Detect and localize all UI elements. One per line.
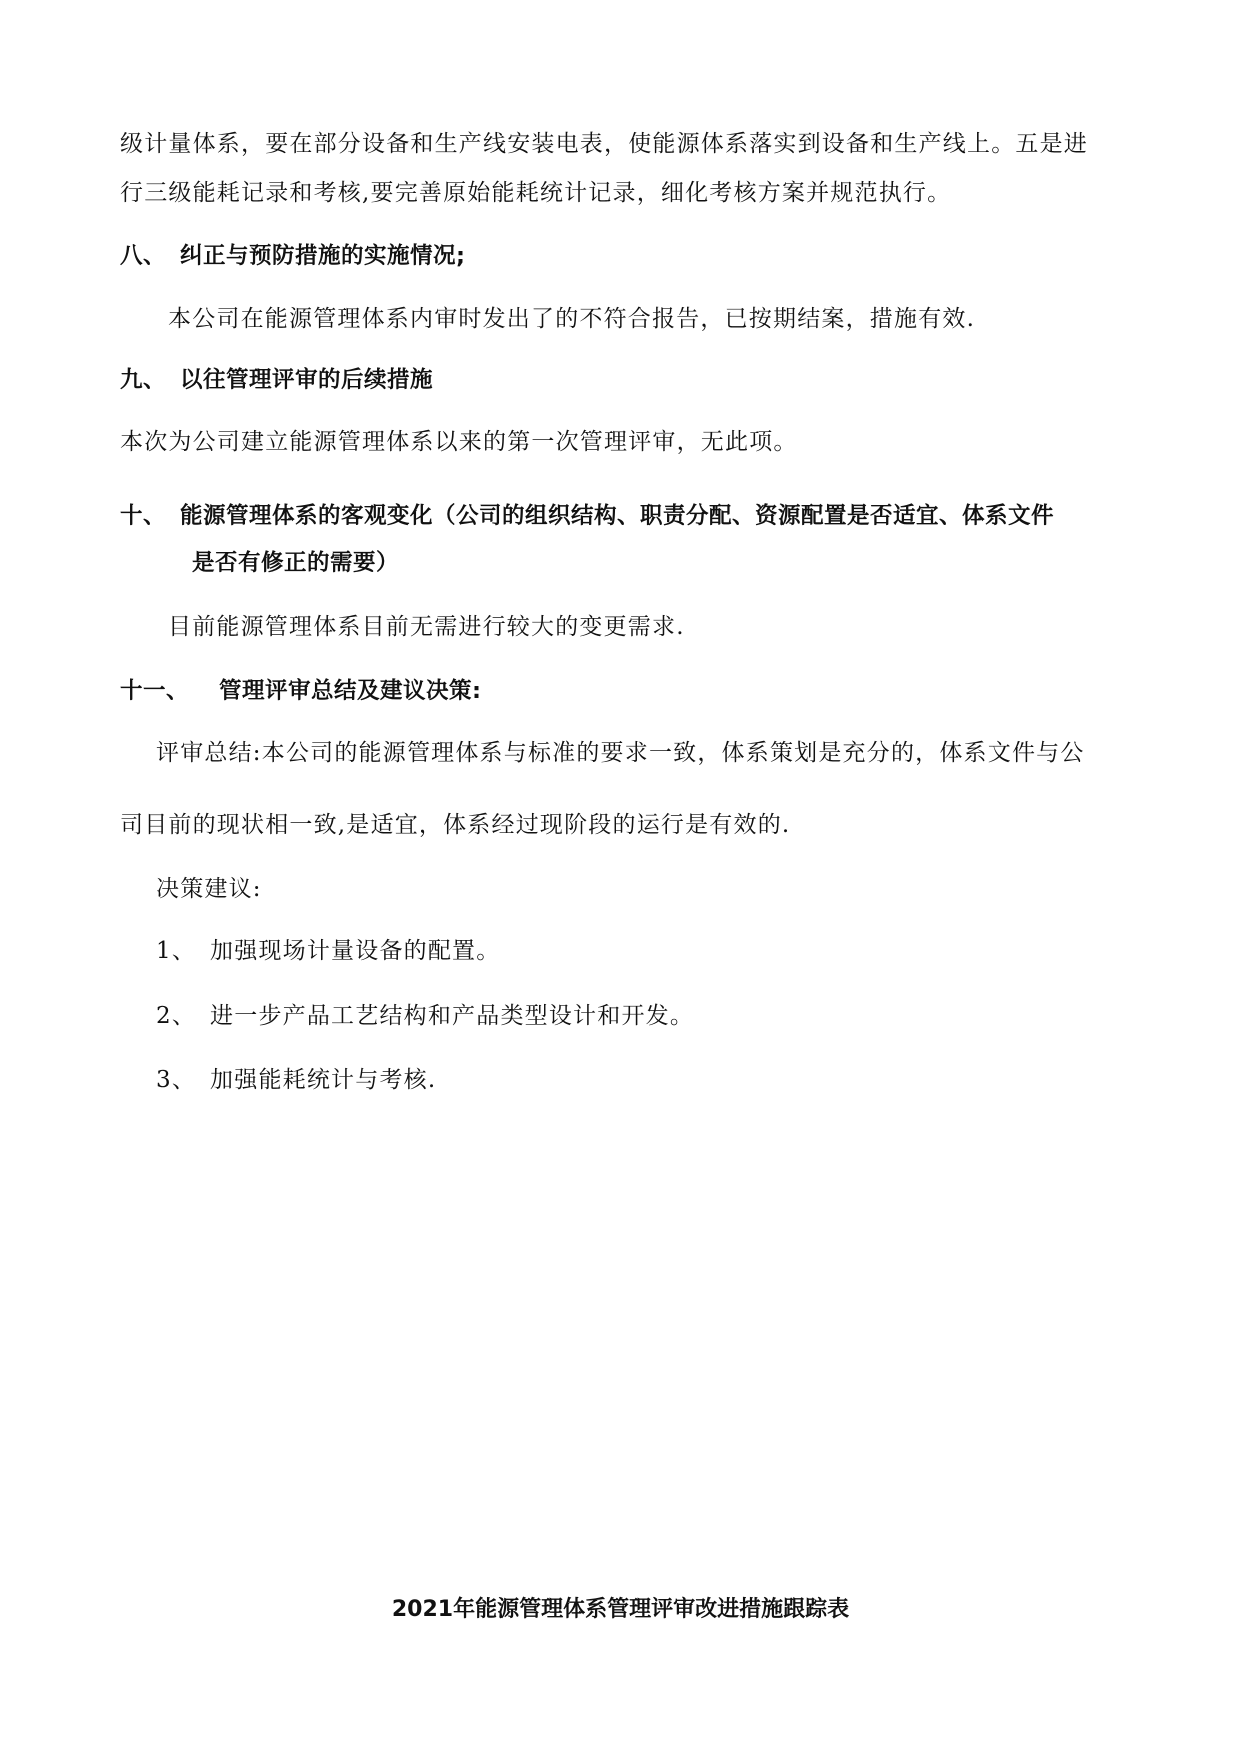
section-9-heading [120, 364, 433, 396]
section-8-body: 本公司在能源管理体系内审时发出了的不符合报告，已按期结案，措施有效. [168, 306, 976, 332]
section-10-number: 十、 [120, 503, 167, 529]
decision-item-number: 3、 [156, 1067, 197, 1093]
tracking-table-title: 2021年能源管理体系管理评审改进措施跟踪表 [391, 1597, 850, 1622]
decision-item-text: 进一步产品工艺结构和产品类型设计和开发。 [210, 1003, 695, 1029]
paragraph-continued-line-2: 行三级能耗记录和考核,要完善原始能耗统计记录，细化考核方案并规范执行。 [120, 180, 952, 206]
section-11-number: 十一、 [120, 678, 190, 704]
section-9-body: 本次为公司建立能源管理体系以来的第一次管理评审，无此项。 [120, 429, 798, 455]
decision-label: 决策建议: [156, 876, 262, 902]
section-8-title: 纠正与预防措施的实施情况; [180, 243, 466, 269]
section-9-title: 以往管理评审的后续措施 [180, 367, 434, 393]
decision-item [156, 1000, 694, 1032]
decision-item [156, 935, 500, 967]
decision-item-number: 1、 [156, 938, 197, 964]
decision-item-text: 加强能耗统计与考核. [210, 1067, 437, 1093]
review-summary-line-1: 评审总结:本公司的能源管理体系与标准的要求一致，体系策划是充分的，体系文件与公 [156, 740, 1085, 766]
decision-item-number: 2、 [156, 1003, 197, 1029]
section-8-heading [120, 240, 466, 272]
review-summary-line-2: 司目前的现状相一致,是适宜，体系经过现阶段的运行是有效的. [120, 812, 791, 838]
decision-item [156, 1064, 436, 1096]
paragraph-continued-line-1: 级计量体系，要在部分设备和生产线安装电表，使能源体系落实到设备和生产线上。五是进 [120, 131, 1088, 157]
section-9-number: 九、 [120, 367, 167, 393]
section-8-number: 八、 [120, 243, 167, 269]
section-10-body: 目前能源管理体系目前无需进行较大的变更需求. [168, 614, 685, 640]
section-10-heading [120, 500, 1054, 532]
decision-item-text: 加强现场计量设备的配置。 [210, 938, 501, 964]
section-11-title: 管理评审总结及建议决策: [219, 678, 482, 704]
section-11-heading [120, 675, 482, 707]
section-10-title-line-2: 是否有修正的需要） [192, 550, 400, 576]
section-10-title-line-1: 能源管理体系的客观变化（公司的组织结构、职责分配、资源配置是否适宜、体系文件 [180, 503, 1055, 529]
